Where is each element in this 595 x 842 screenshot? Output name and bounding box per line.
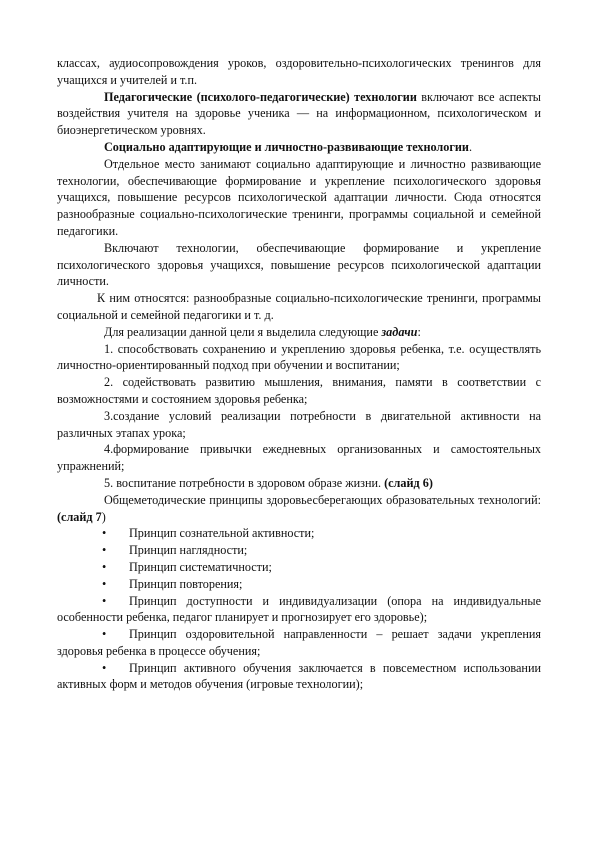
bullet-icon: • — [102, 593, 107, 608]
bullet-icon: • — [102, 543, 107, 558]
task-item-5 — [57, 475, 541, 492]
slide-6-ref: (слайд 6) — [384, 475, 433, 490]
tasks-lead-end: : — [417, 324, 421, 339]
slide-7-ref: (слайд 7 — [57, 509, 102, 524]
list-item-text: Принцип систематичности; — [129, 559, 272, 574]
task-item-5-text: 5. воспитание потребности в здоровом образе жизни. — [104, 475, 385, 490]
list-item-text: Принцип сознательной активности; — [129, 526, 315, 541]
task-item-4: 4.формирование привычки ежедневных организованных и самостоятельных упражнений; — [57, 442, 541, 474]
bullet-icon: • — [102, 576, 107, 591]
pedagogical-title: Педагогические (психолого-педагогические) технологии — [104, 89, 417, 104]
document-page — [57, 55, 541, 693]
bullet-icon: • — [102, 526, 107, 541]
principles-lead — [57, 492, 541, 526]
tasks-lead — [57, 324, 541, 341]
list-item-text: Принцип доступности и индивидуализации (опора на индивидуальные особенности ребенка, педагог планирует и прогнозирует его здоровье); — [57, 593, 541, 625]
social-paragraph-3: К ним относятся: разнообразные социально-психологические тренинги, программы социальной и семейной педагогики и т. д. — [57, 291, 541, 322]
list-item-text: Принцип повторения; — [129, 576, 243, 591]
list-item-text: Принцип наглядности; — [129, 543, 248, 558]
intro-paragraph: классах, аудиосопровождения уроков, оздоровительно-психологических тренингов для учащихся и учителей и т.п. — [57, 56, 541, 87]
social-heading — [57, 139, 541, 156]
task-item-1: 1. способствовать сохранению и укреплению здоровья ребенка, т.е. осуществлять личностно-ориентированный подход при обучении и воспитании; — [57, 341, 541, 373]
social-title-end: . — [468, 139, 472, 154]
task-item-3: 3.создание условий реализации потребности в двигательной активности на различных этапах урока; — [57, 408, 541, 440]
list-item-text: Принцип активного обучения заключается в повсеместном использовании активных форм и методов обучения (игровые технологии); — [57, 660, 541, 692]
pedagogical-text: включают все аспекты воздействия учителя на здоровье ученика — на информационном, психологическом и биоэнергетическом уровнях. — [57, 89, 541, 138]
list-item — [57, 559, 541, 576]
bullet-icon: • — [102, 559, 107, 574]
list-item-text: Принцип оздоровительной направленности – решает задачи укрепления здоровья ребенка в процессе обучения; — [57, 627, 541, 658]
social-paragraph-2: Включают технологии, обеспечивающие формирование и укрепление психологического здоровья учащихся, повышение ресурсов психологической адаптации личности. — [57, 240, 541, 289]
social-paragraph-1: Отдельное место занимают социально адаптирующие и личностно развивающие технологии, обеспечивающие формирование и укрепление психологического здоровья учащихся, повышение ресурсов психологической адаптации личности. Сюда относятся разнообразные социально-психологические тренинги, программы социальной и семейной педагогики. — [57, 156, 541, 238]
bullet-icon: • — [102, 660, 107, 675]
list-item — [57, 525, 541, 542]
list-item — [57, 660, 541, 694]
principles-list — [57, 525, 541, 693]
list-item — [57, 576, 541, 593]
list-item — [57, 542, 541, 559]
list-item — [57, 626, 541, 660]
tasks-lead-text: Для реализации данной цели я выделила следующие — [104, 324, 382, 339]
tasks-lead-emphasis: задачи — [381, 324, 418, 339]
slide-7-ref-end: ) — [101, 509, 106, 524]
pedagogical-paragraph — [57, 89, 541, 139]
bullet-icon: • — [102, 627, 107, 642]
principles-lead-text: Общеметодические принципы здоровьесберегающих образовательных технологий: — [104, 492, 541, 507]
social-title: Социально адаптирующие и личностно-развивающие технологии — [104, 139, 469, 154]
list-item — [57, 593, 541, 627]
task-item-2: 2. содействовать развитию мышления, внимания, памяти в соответствии с возможностями и состоянием здоровья ребенка; — [57, 375, 541, 406]
